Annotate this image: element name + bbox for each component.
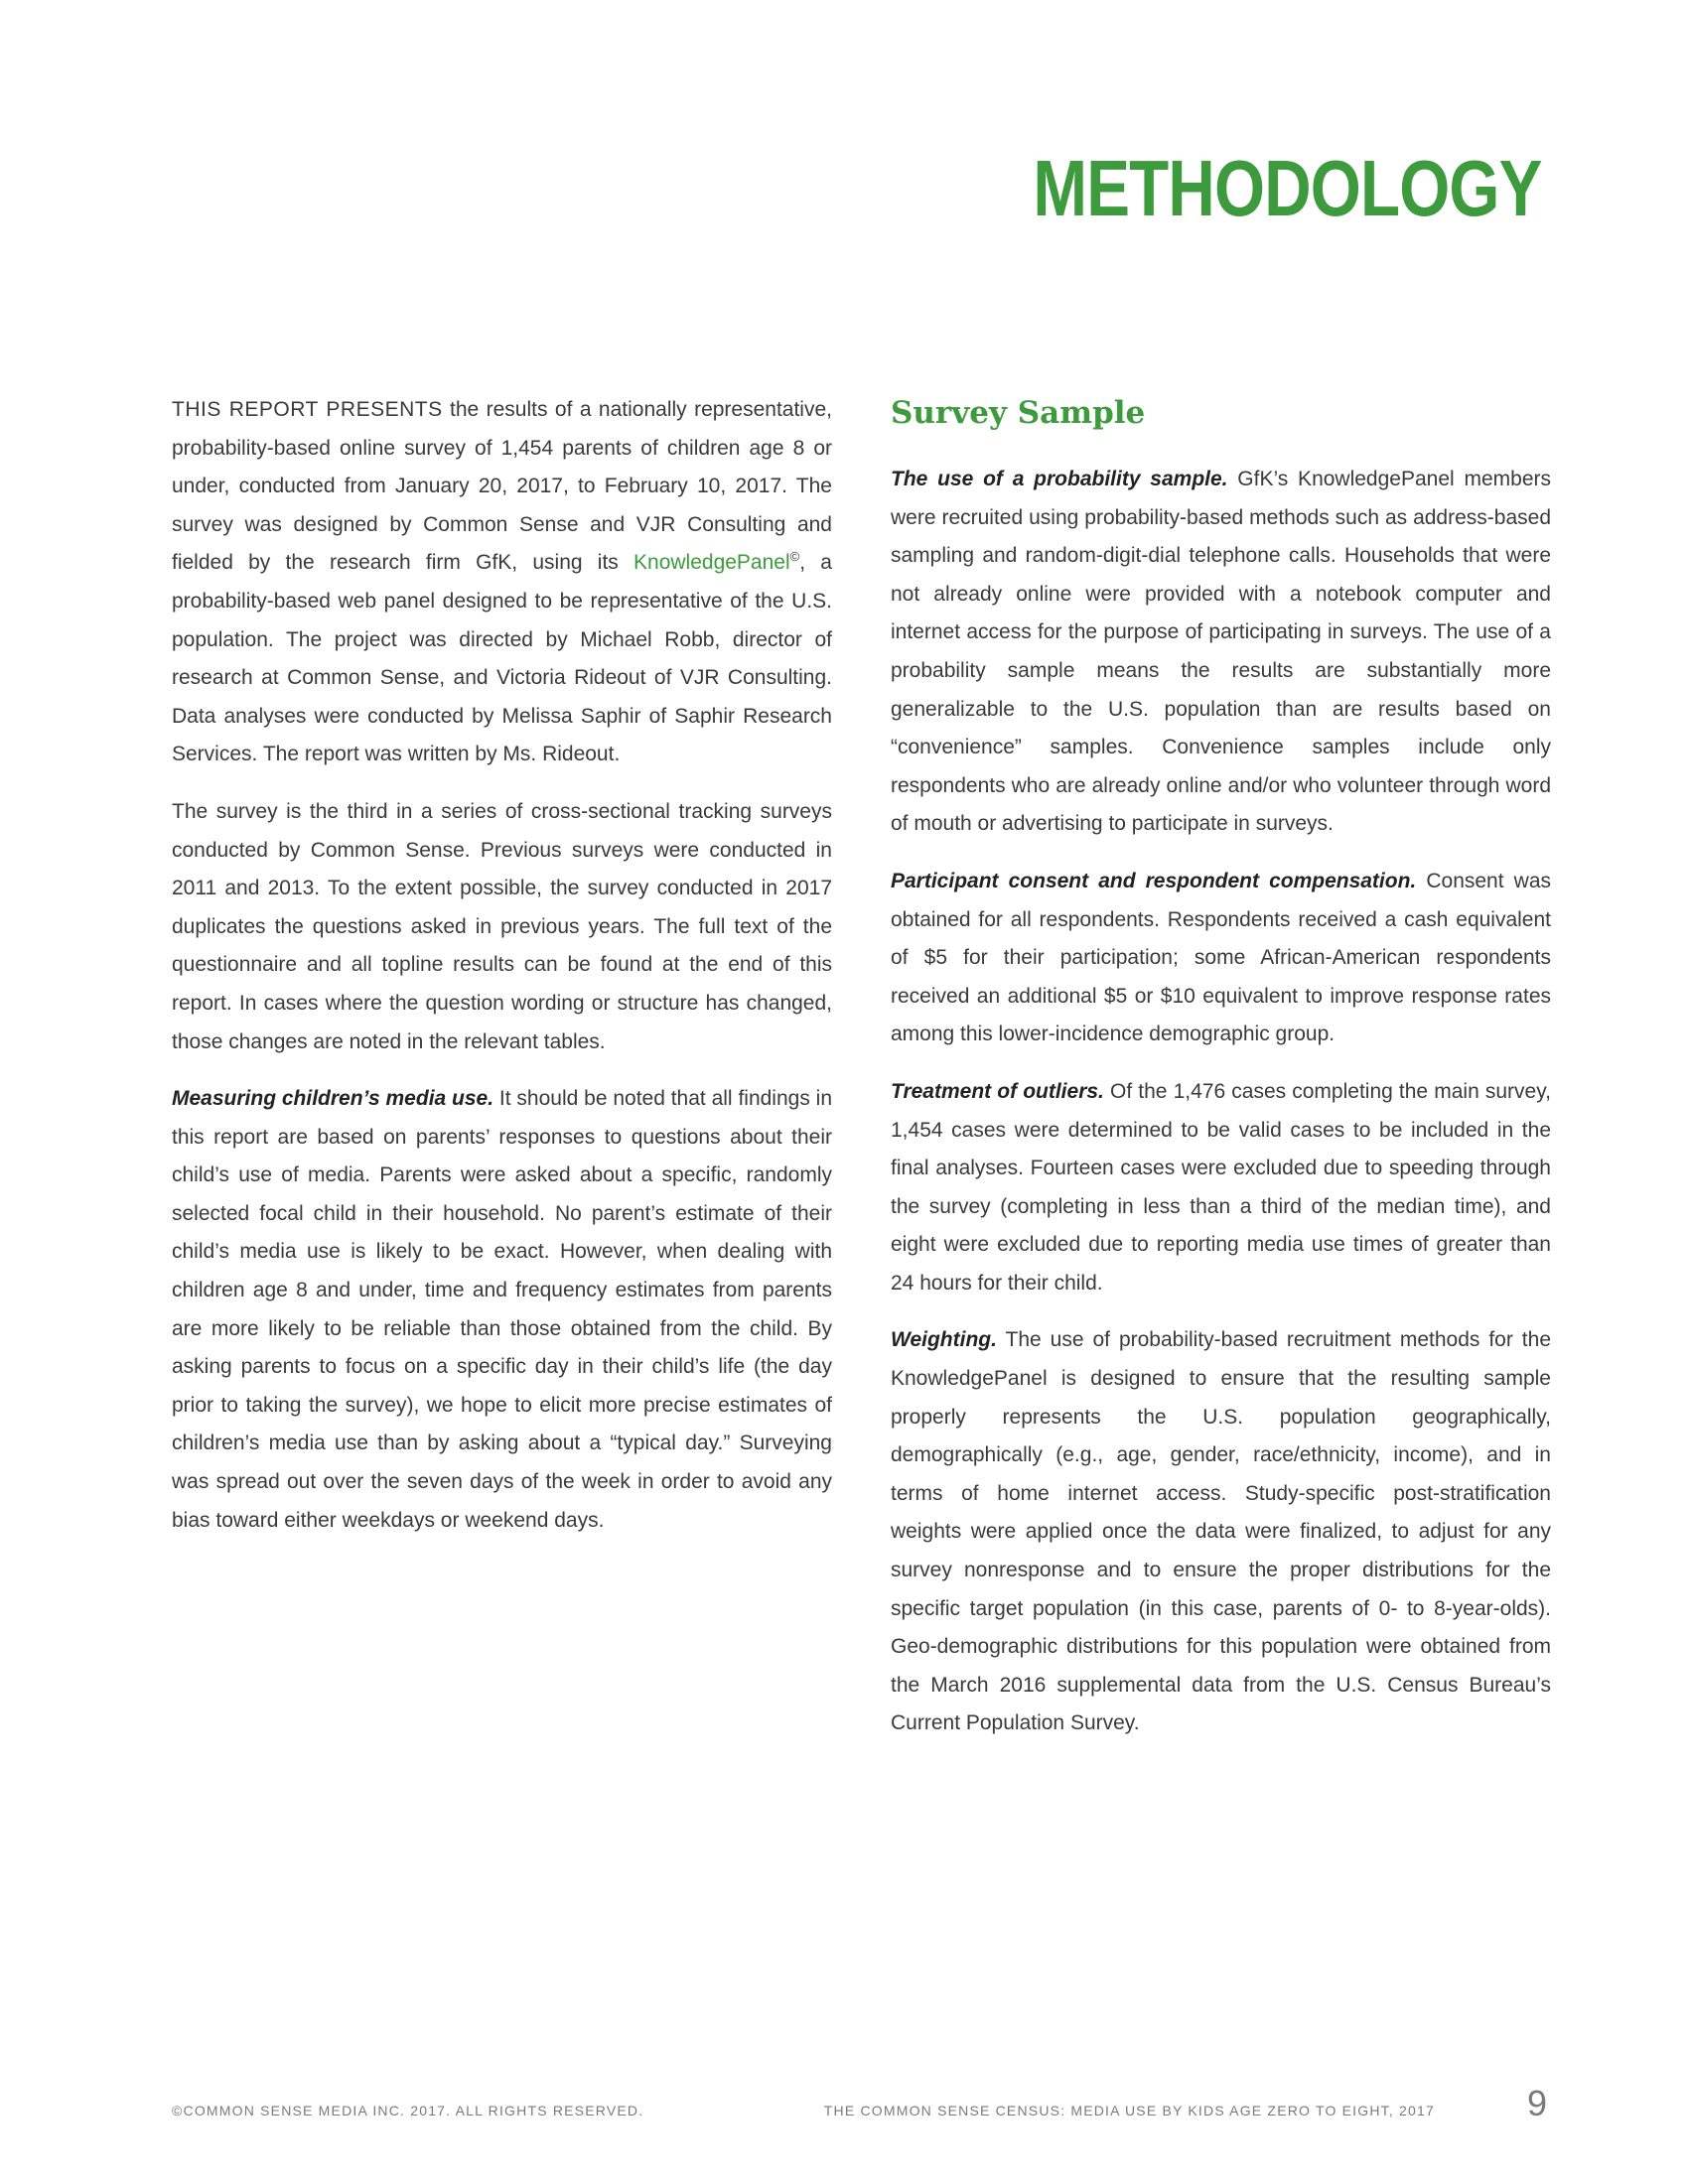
- outliers-runin: Treatment of outliers.: [891, 1079, 1104, 1103]
- measuring-media-text: It should be noted that all findings in this report are based on parents’ responses to questions about their child’s use of media. Parents were asked about a specific, randomly selected focal child in their household. No parent’s estimate of their child’s media use is likely to be exact. However, when dealing with children age 8 and under, time and frequency estimates from parents are more likely to be reliable than those obtained from the child. By asking parents to focus on a specific day in their child’s life (the day prior to taking the survey), we hope to elicit more precise estimates of children’s media use than by asking about a “typical day.” Surveying was spread out over the seven days of the week in order to avoid any bias toward either weekdays or weekend days.: [172, 1087, 833, 1532]
- page-number: 9: [1526, 2083, 1547, 2123]
- probability-sample-text: GfK’s KnowledgePanel members were recruited using probability-based methods such as address-based sampling and random-digit-dial telephone calls. Households that were not already online were provided with a notebook computer and internet access for the purpose of participating in surveys. The use of a probability sample means the results are substantially more generalizable to the U.S. population than are results based on “convenience” samples. Convenience samples include only respondents who are already online and/or who volunteer through word of mouth or advertising to participate in surveys.: [891, 468, 1551, 836]
- knowledgepanel-link[interactable]: KnowledgePanel: [633, 551, 790, 575]
- left-column: [172, 391, 832, 1559]
- intro-text-b: , a probability-based web panel designed to be representative of the U.S. population. The project was directed by Michael Robb, director of research at Common Sense, and Victoria Rideout of VJR Consulting. Data analyses were conducted by Melissa Saphir of Saphir Research Services. The report was written by Ms. Rideout.: [172, 551, 832, 766]
- weighting-runin: Weighting.: [891, 1328, 997, 1352]
- page-title: METHODOLOGY: [1033, 144, 1542, 232]
- measuring-media-paragraph: [172, 1080, 832, 1540]
- tracking-survey-paragraph: The survey is the third in a series of cross-sectional tracking surveys conducted by Common Sense. Previous surveys were conducted in 2011 and 2013. To the extent possible, the survey conducted in 2017 duplicates the questions asked in previous years. The full text of the questionnaire and all topline results can be found at the end of this report. In cases where the question wording or structure has changed, those changes are noted in the relevant tables.: [172, 799, 832, 1053]
- outliers-text: Of the 1,476 cases completing the main survey, 1,454 cases were determined to be valid cases to be included in the final analyses. Fourteen cases were excluded due to speeding through the survey (completing in less than a third of the median time), and eight were excluded due to reporting media use times of greater than 24 hours for their child.: [891, 1079, 1551, 1295]
- probability-sample-runin: The use of a probability sample.: [891, 468, 1228, 490]
- weighting-paragraph: [891, 1321, 1551, 1743]
- survey-sample-heading: Survey Sample: [891, 395, 1146, 431]
- lead-in-text: THIS REPORT PRESENTS: [172, 398, 443, 421]
- intro-paragraph: [172, 391, 832, 774]
- weighting-text: The use of probability-based recruitment methods for the KnowledgePanel is designed to ensure that the resulting sample properly represents the U.S. population geographically, demographically (e.g., age, gender, race/ethnicity, income), and in terms of home internet access. Study-specific post-stratification weights were applied once the data were finalized, to adjust for any survey nonresponse and to ensure the proper distributions for the specific target population (in this case, parents of 0- to 8-year-olds). Geo-demographic distributions for this population were obtained from the March 2016 supplemental data from the U.S. Census Bureau’s Current Population Survey.: [891, 1328, 1551, 1735]
- footer-copyright: ©COMMON SENSE MEDIA INC. 2017. ALL RIGHTS RESERVED.: [172, 2103, 644, 2118]
- footer-report-title: THE COMMON SENSE CENSUS: MEDIA USE BY KIDS AGE ZERO TO EIGHT, 2017: [823, 2103, 1435, 2118]
- outliers-paragraph: [891, 1073, 1551, 1303]
- consent-paragraph: [891, 863, 1551, 1054]
- consent-text: Consent was obtained for all respondents. Respondents received a cash equivalent of $5 for their participation; some African-American respondents received an additional $5 or $10 equivalent to improve response rates among this lower-incidence demographic group.: [891, 869, 1552, 1046]
- consent-runin: Participant consent and respondent compensation.: [891, 869, 1417, 892]
- measuring-media-runin: Measuring children’s media use.: [172, 1087, 494, 1111]
- probability-sample-paragraph: [891, 461, 1551, 844]
- right-column: [891, 391, 1551, 1762]
- copyright-superscript: ©: [789, 549, 800, 565]
- intro-text-a: the results of a nationally representative, probability-based online survey of 1,454 parents of children age 8 or under, conducted from January 20, 2017, to February 10, 2017. The survey was designed by Common Sense and VJR Consulting and fielded by the research firm GfK, using its: [172, 398, 832, 575]
